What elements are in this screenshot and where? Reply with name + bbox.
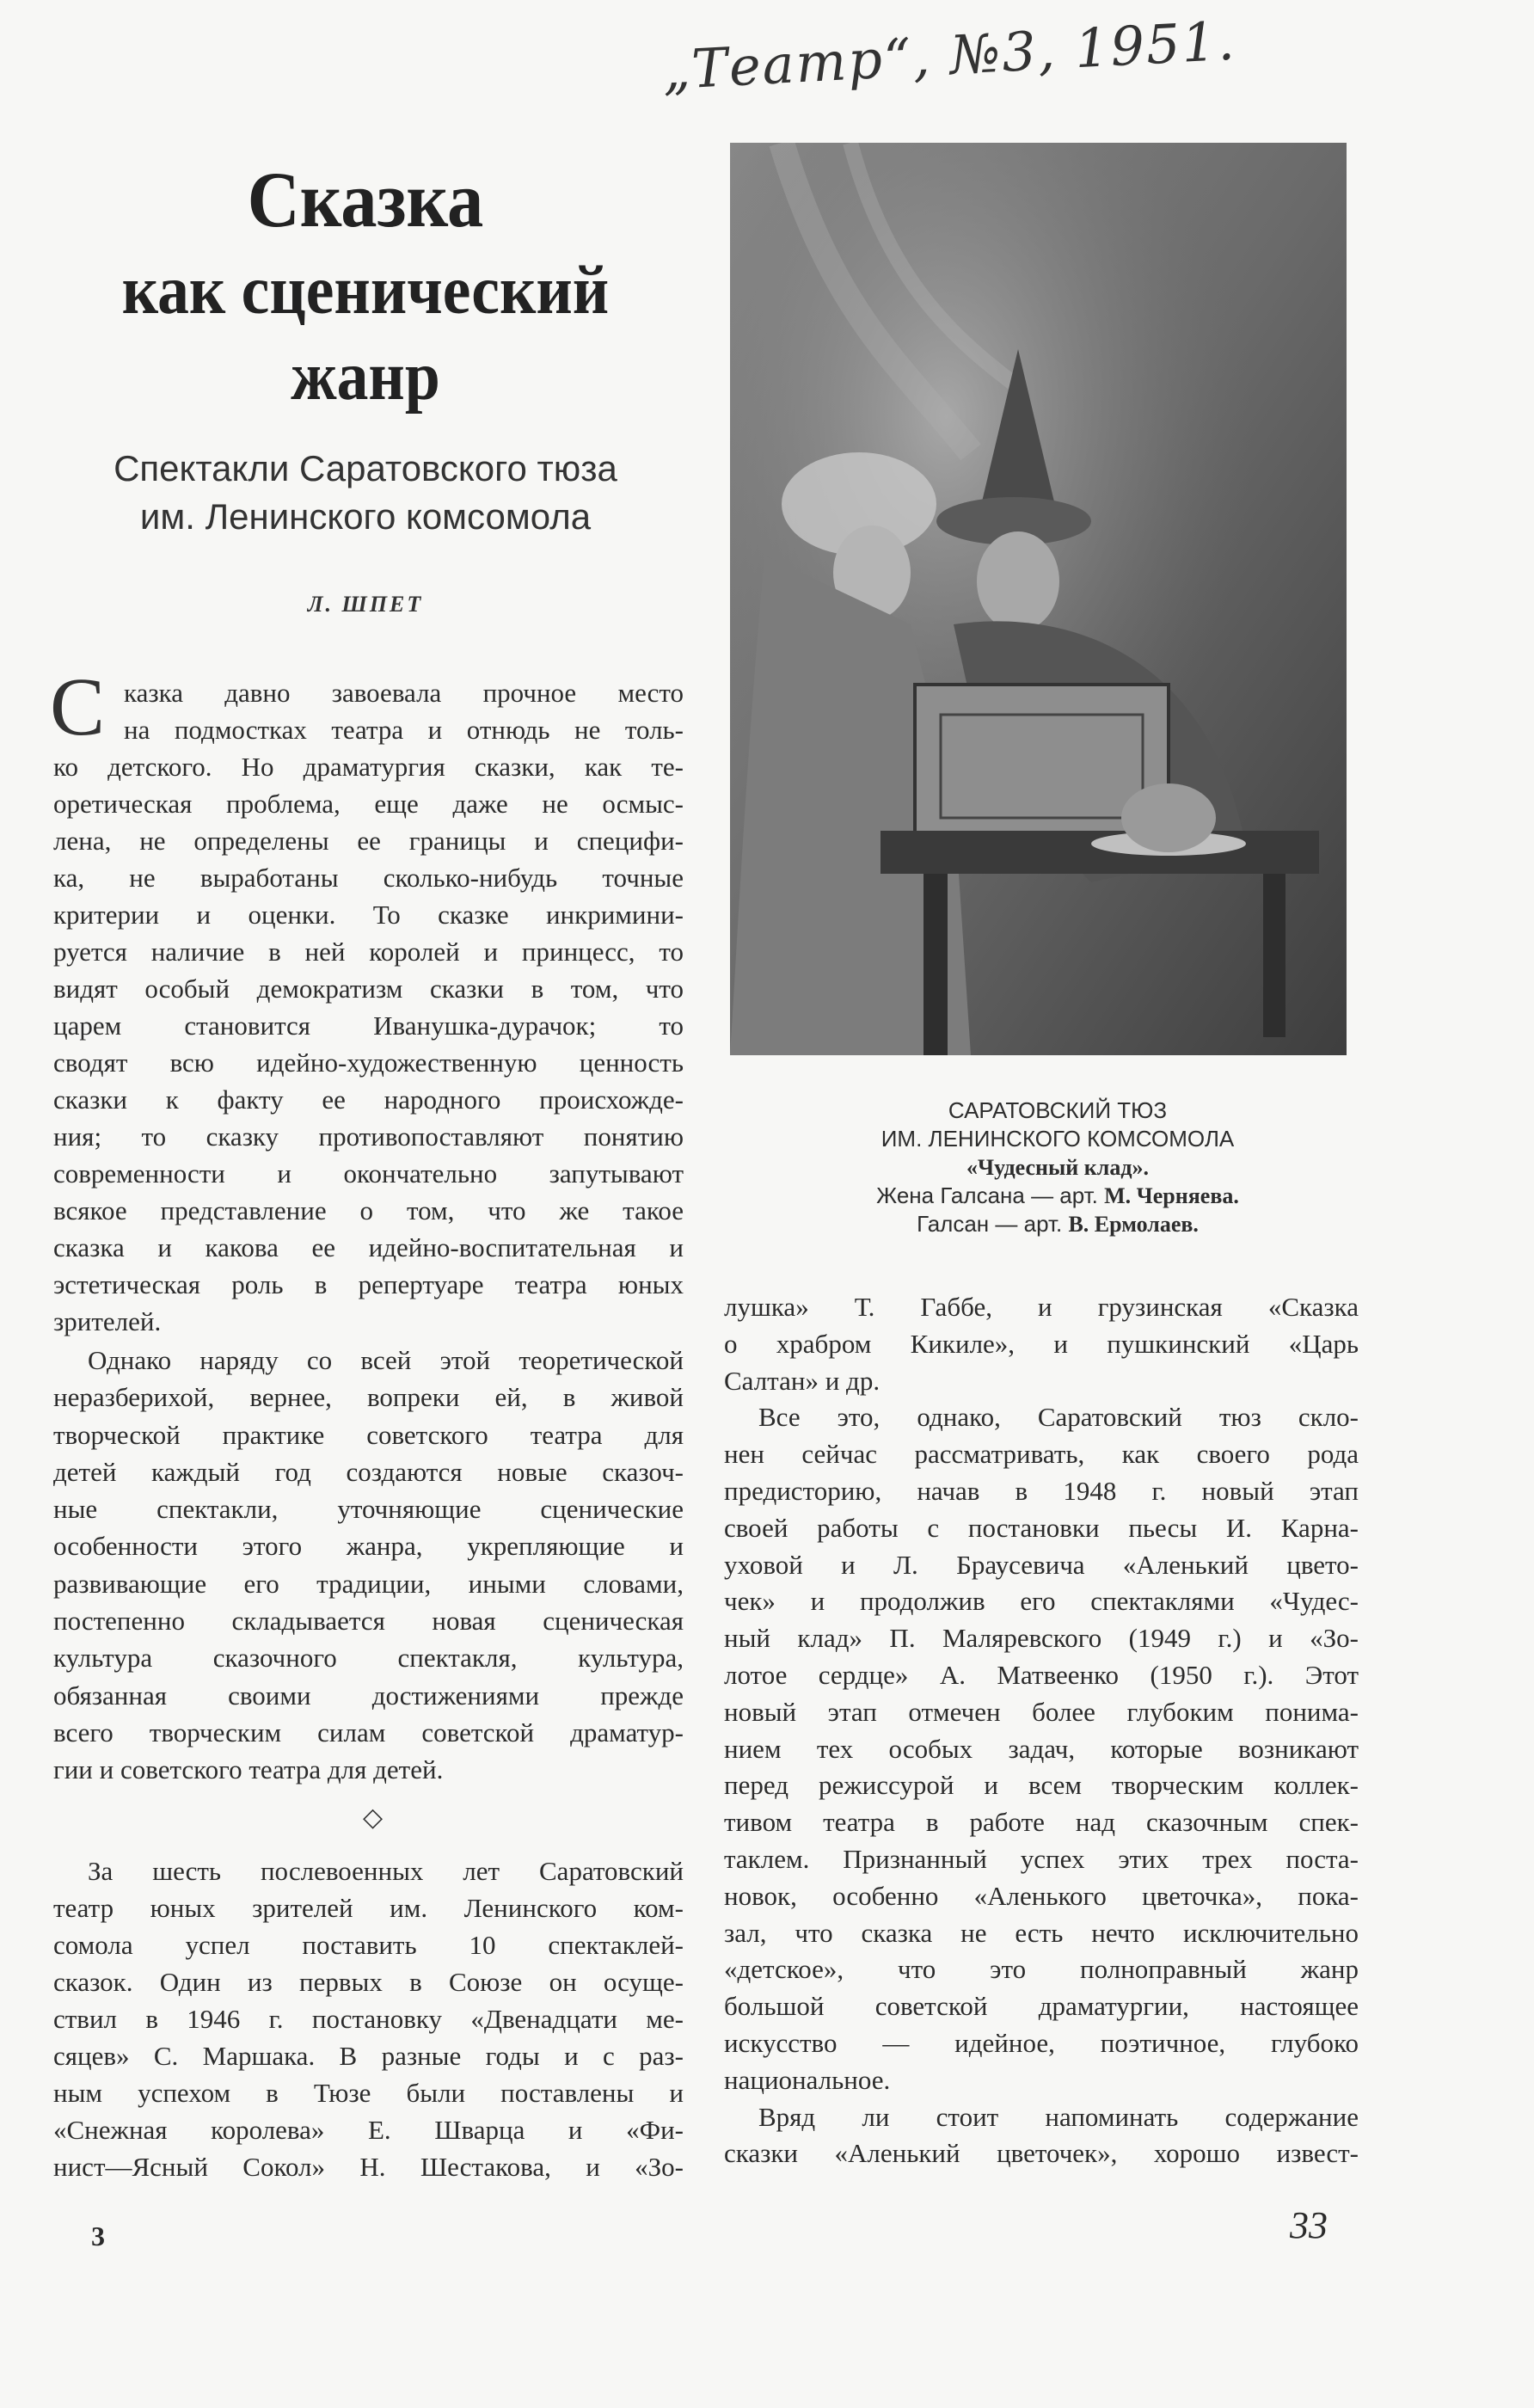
text-line: на подмостках театра и отнюдь не толь- xyxy=(124,715,684,745)
text-line: «детское», что это полноправный жанр xyxy=(724,1954,1359,1985)
text-line: сказка и какова ее идейно-воспитательная и xyxy=(53,1232,684,1262)
section-separator-icon: ◇ xyxy=(363,1803,384,1832)
drop-cap: С xyxy=(50,660,106,752)
text-line: Однако наряду со всей этой теоретической xyxy=(88,1345,684,1375)
left-paragraph-1 xyxy=(53,674,684,1340)
text-line: лотое сердце» А. Матвеенко (1950 г.). Этот xyxy=(724,1659,1359,1690)
text-line: лушка» Т. Габбе, и грузинская «Сказка xyxy=(724,1292,1359,1322)
text-line: сказки «Аленький цветочек», хорошо извест- xyxy=(724,2138,1359,2169)
text-line: зал, что сказка не есть нечто исключительно xyxy=(724,1917,1359,1948)
article-title-line-2: как сценический xyxy=(121,253,610,329)
caption-theatre: САРАТОВСКИЙ ТЮЗ xyxy=(948,1097,1168,1123)
text-line: театр юных зрителей им. Ленинского ком- xyxy=(53,1893,684,1923)
author-byline: Л. ШПЕТ xyxy=(307,592,424,617)
caption-cast-1 xyxy=(731,1182,1384,1210)
text-line: творческой практике советского театра для xyxy=(53,1419,684,1450)
text-line: всякое представление о том, что же такое xyxy=(53,1195,684,1226)
text-line: детей каждый год создаются новые сказоч- xyxy=(53,1456,684,1487)
article-title-line-1: Сказка xyxy=(247,156,484,243)
text-line: видят особый демократизм сказки в том, что xyxy=(53,974,684,1004)
text-line: ка, не выработаны сколько-нибудь точные xyxy=(53,863,684,893)
caption-play-title: «Чудесный клад». xyxy=(966,1155,1149,1180)
text-line: современности и окончательно запутывают xyxy=(53,1158,684,1189)
subtitle-line-1: Спектакли Саратовского тюза xyxy=(114,448,617,488)
cast-role: Жена Галсана — арт. xyxy=(876,1182,1098,1208)
text-line: всего творческим силам советской драматур- xyxy=(53,1717,684,1748)
text-line: постепенно складывается новая сценическая xyxy=(53,1606,684,1637)
article-title-line-3: жанр xyxy=(291,339,440,415)
text-line: Все это, однако, Саратовский тюз скло- xyxy=(758,1402,1359,1433)
photo-caption xyxy=(731,1096,1384,1238)
right-paragraph-1 xyxy=(724,1289,1359,1399)
text-line: За шесть послевоенных лет Саратовский xyxy=(88,1856,684,1886)
cast-actor: М. Черняева. xyxy=(1104,1183,1239,1208)
text-line: национальное. xyxy=(724,2064,891,2095)
cast-role: Галсан — арт. xyxy=(917,1211,1063,1237)
text-line: предисторию, начав в 1948 г. новый этап xyxy=(724,1475,1359,1506)
text-line: сяцев» С. Маршака. В разные годы и с раз- xyxy=(53,2041,684,2071)
text-line: сказок. Один из первых в Союзе он осуще- xyxy=(53,1967,684,1997)
text-line: царем становится Иванушка-дурачок; то xyxy=(53,1010,684,1041)
text-line: перед режиссурой и всем творческим коллек- xyxy=(724,1770,1359,1801)
text-line: неразберихой, вернее, вопреки ей, в живой xyxy=(53,1382,684,1413)
caption-theatre-name: ИМ. ЛЕНИНСКОГО КОМСОМОЛА xyxy=(881,1126,1235,1152)
text-line: нист—Ясный Сокол» Н. Шестакова, и «Зо- xyxy=(53,2152,684,2182)
text-line: тивом театра в работе над сказочным спек- xyxy=(724,1807,1359,1838)
text-line: своей работы с постановки пьесы И. Карна- xyxy=(724,1512,1359,1543)
text-line: руется наличие в ней королей и принцесс, то xyxy=(53,937,684,967)
stage-photo-image xyxy=(730,143,1347,1055)
text-line: сомола успел поставить 10 спектаклей- xyxy=(53,1930,684,1960)
stage-photo xyxy=(730,143,1347,1055)
text-line: ным успехом в Тюзе были поставлены и xyxy=(53,2078,684,2108)
text-line: нен сейчас рассматривать, как своего рода xyxy=(724,1439,1359,1470)
page-number-right: 33 xyxy=(1290,2204,1328,2246)
text-line: критерии и оценки. То сказке инкримини- xyxy=(53,900,684,930)
subtitle-line-2: им. Ленинского комсомола xyxy=(139,496,592,537)
text-line: Вряд ли стоит напоминать содержание xyxy=(758,2101,1359,2132)
text-line: нием тех особых задач, которые возникают xyxy=(724,1733,1359,1764)
text-line: о храбром Кикиле», и пушкинский «Царь xyxy=(724,1328,1359,1359)
text-line: новок, особенно «Аленького цветочка», пока- xyxy=(724,1880,1359,1911)
text-line: сказки к факту ее народного происхожде- xyxy=(53,1084,684,1115)
text-line: ствил в 1946 г. постановку «Двенадцати ме- xyxy=(53,2004,684,2034)
text-line: особенности этого жанра, укрепляющие и xyxy=(53,1531,684,1562)
text-line: большой советской драматургии, настоящее xyxy=(724,1991,1359,2022)
text-line: ко детского. Но драматургия сказки, как те- xyxy=(53,752,684,782)
text-line: гии и советского театра для детей. xyxy=(53,1754,444,1785)
text-line: таклем. Признанный успех этих трех поста- xyxy=(724,1843,1359,1874)
text-line: ния; то сказку противопоставляют понятию xyxy=(53,1121,684,1152)
text-line: Салтан» и др. xyxy=(724,1365,881,1396)
text-line: казка давно завоевала прочное место xyxy=(124,678,684,708)
right-column xyxy=(724,1289,1359,2172)
handwritten-note: „Театр“, №3, 1951. xyxy=(660,9,1238,102)
text-line: ный клад» П. Маляревского (1949 г.) и «Зо- xyxy=(724,1623,1359,1654)
text-line: чек» и продолжив его спектаклями «Чудес- xyxy=(724,1586,1359,1617)
text-line: культура сказочного спектакля, культура, xyxy=(53,1643,684,1674)
left-paragraph-3 xyxy=(53,1852,684,2185)
text-line: искусство — идейное, поэтичное, глубоко xyxy=(724,2027,1359,2058)
text-line: лена, не определены ее границы и специфи- xyxy=(53,826,684,856)
right-paragraph-2 xyxy=(724,1399,1359,2098)
text-line: зрителей. xyxy=(53,1306,162,1336)
right-paragraph-3 xyxy=(724,2099,1359,2173)
cast-actor: В. Ермолаев. xyxy=(1068,1212,1199,1237)
text-line: оретическая проблема, еще даже не осмыс- xyxy=(53,789,684,819)
text-line: развивающие его традиции, иными словами, xyxy=(53,1568,684,1599)
text-line: обязанная своими достижениями прежде xyxy=(53,1680,684,1711)
text-line: уховой и Л. Браусевича «Аленький цвето- xyxy=(724,1549,1359,1580)
text-line: ные спектакли, уточняющие сценические xyxy=(53,1494,684,1525)
page-number-left: 3 xyxy=(91,2221,105,2251)
text-line: сводят всю идейно-художественную ценность xyxy=(53,1047,684,1078)
left-paragraph-2 xyxy=(53,1342,684,1789)
caption-cast-2 xyxy=(731,1210,1384,1238)
text-line: эстетическая роль в репертуаре театра юных xyxy=(53,1269,684,1299)
text-line: «Снежная королева» Е. Шварца и «Фи- xyxy=(53,2115,684,2145)
text-line: новый этап отмечен более глубоким понима- xyxy=(724,1696,1359,1727)
